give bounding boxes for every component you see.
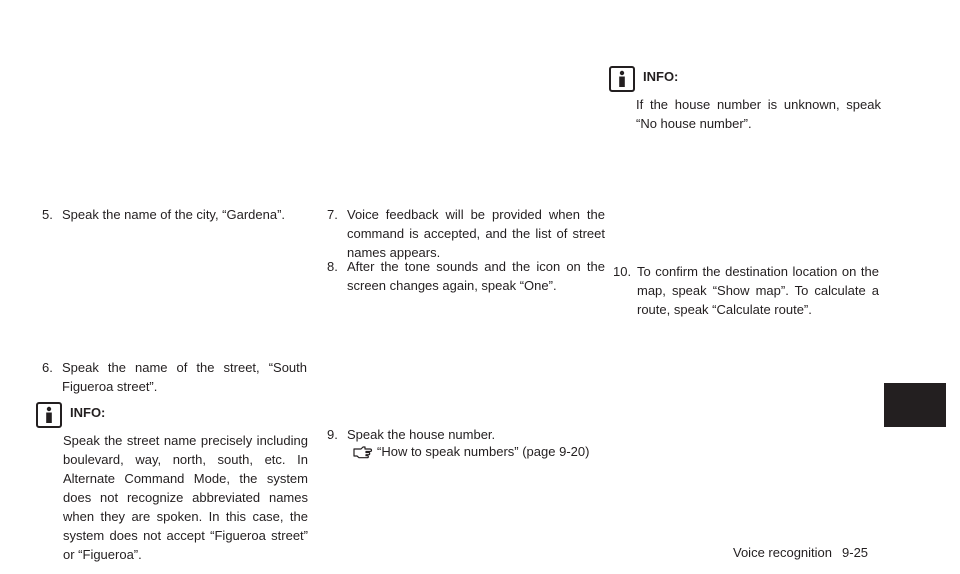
page-footer [733, 543, 868, 562]
step-number: 6. [42, 360, 53, 375]
info-title: INFO: [70, 405, 106, 420]
info-text: Speak the street name precisely including boulevard, way, north, south, etc. In Alternate Command Mode, the system does not recognize abbreviated names when they are spoken. In this case, the system does not accept “Figueroa street” or “Figueroa”. [63, 433, 308, 562]
info-icon [609, 66, 635, 92]
info-header [36, 402, 308, 430]
info-icon [36, 402, 62, 428]
step-8 [327, 257, 605, 295]
step-5 [42, 205, 307, 224]
info-text: If the house number is unknown, speak “No house number”. [636, 97, 881, 131]
step-text: Speak the name of the street, “South Figueroa street”. [62, 360, 307, 394]
step-number: 10. [613, 264, 632, 279]
step-number: 9. [327, 427, 338, 442]
info-box-left [36, 402, 308, 564]
page-reference [353, 442, 613, 462]
chapter-tab-marker [884, 383, 946, 427]
step-10 [613, 262, 879, 319]
footer-section-title: Voice recognition [733, 545, 833, 560]
info-header [609, 66, 881, 94]
step-number: 7. [327, 207, 338, 222]
step-text: Speak the house number. [347, 427, 496, 442]
reference-text: “How to speak numbers” (page 9-20) [377, 444, 590, 459]
step-text: Speak the name of the city, “Gardena”. [62, 207, 286, 222]
page-number: 9-25 [842, 545, 869, 560]
step-text: To confirm the destination location on the map, speak “Show map”. To calculate a route, speak “Calculate route”. [637, 264, 879, 317]
step-7 [327, 205, 605, 262]
step-text: After the tone sounds and the icon on the screen changes again, speak “One”. [347, 259, 605, 293]
step-text: Voice feedback will be provided when the command is accepted, and the list of street names appears. [347, 207, 605, 260]
step-number: 5. [42, 207, 53, 222]
reference-hand-icon [353, 443, 373, 464]
info-box-right [609, 66, 881, 133]
step-6 [42, 358, 307, 396]
info-title: INFO: [643, 69, 679, 84]
step-number: 8. [327, 259, 338, 274]
